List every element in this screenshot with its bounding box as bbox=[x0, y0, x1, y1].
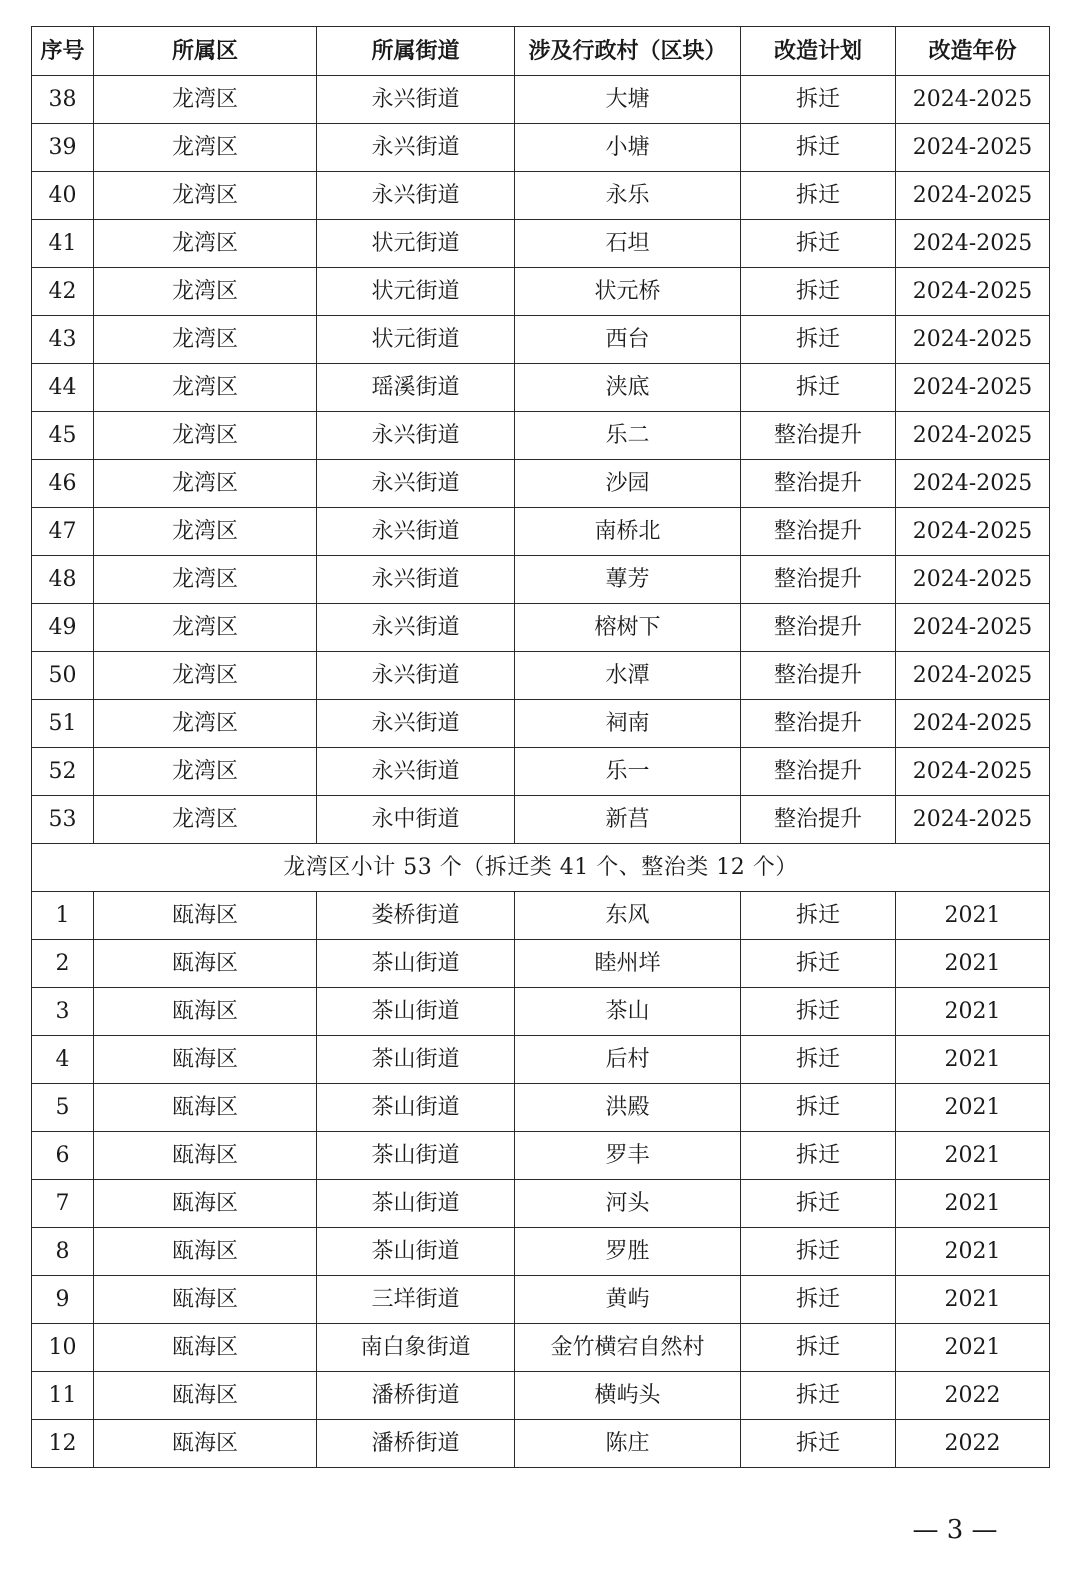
table-row bbox=[32, 364, 1050, 412]
cell-seq: 11 bbox=[32, 1372, 94, 1420]
cell-district: 瓯海区 bbox=[94, 892, 317, 940]
subtotal-row bbox=[32, 844, 1050, 892]
cell-year: 2024-2025 bbox=[896, 652, 1050, 700]
table-row bbox=[32, 1324, 1050, 1372]
table-row bbox=[32, 1228, 1050, 1276]
cell-seq: 1 bbox=[32, 892, 94, 940]
cell-plan: 拆迁 bbox=[741, 1276, 896, 1324]
cell-year: 2021 bbox=[896, 1324, 1050, 1372]
table-row bbox=[32, 1132, 1050, 1180]
cell-district: 龙湾区 bbox=[94, 748, 317, 796]
cell-street: 状元街道 bbox=[317, 220, 515, 268]
cell-district: 瓯海区 bbox=[94, 1276, 317, 1324]
cell-village: 水潭 bbox=[515, 652, 741, 700]
cell-district: 瓯海区 bbox=[94, 1132, 317, 1180]
cell-village: 乐一 bbox=[515, 748, 741, 796]
cell-seq: 4 bbox=[32, 1036, 94, 1084]
cell-year: 2021 bbox=[896, 988, 1050, 1036]
table-row bbox=[32, 892, 1050, 940]
ouhai-section bbox=[32, 892, 1050, 1468]
cell-year: 2021 bbox=[896, 1084, 1050, 1132]
page-number: — 3 — bbox=[912, 1515, 998, 1545]
cell-street: 瑶溪街道 bbox=[317, 364, 515, 412]
cell-district: 瓯海区 bbox=[94, 1324, 317, 1372]
table-row bbox=[32, 748, 1050, 796]
cell-year: 2024-2025 bbox=[896, 796, 1050, 844]
cell-district: 瓯海区 bbox=[94, 988, 317, 1036]
cell-street: 南白象街道 bbox=[317, 1324, 515, 1372]
cell-seq: 46 bbox=[32, 460, 94, 508]
cell-year: 2024-2025 bbox=[896, 76, 1050, 124]
table-row bbox=[32, 940, 1050, 988]
cell-village: 黄屿 bbox=[515, 1276, 741, 1324]
cell-village: 石坦 bbox=[515, 220, 741, 268]
cell-district: 瓯海区 bbox=[94, 1228, 317, 1276]
table-row bbox=[32, 652, 1050, 700]
cell-street: 潘桥街道 bbox=[317, 1372, 515, 1420]
cell-plan: 拆迁 bbox=[741, 124, 896, 172]
cell-village: 河头 bbox=[515, 1180, 741, 1228]
cell-year: 2024-2025 bbox=[896, 268, 1050, 316]
header-year: 改造年份 bbox=[896, 27, 1050, 76]
cell-street: 状元街道 bbox=[317, 268, 515, 316]
cell-seq: 9 bbox=[32, 1276, 94, 1324]
cell-village: 茶山 bbox=[515, 988, 741, 1036]
cell-village: 横屿头 bbox=[515, 1372, 741, 1420]
cell-year: 2021 bbox=[896, 1036, 1050, 1084]
cell-seq: 42 bbox=[32, 268, 94, 316]
cell-street: 永兴街道 bbox=[317, 556, 515, 604]
header-street: 所属街道 bbox=[317, 27, 515, 76]
cell-plan: 拆迁 bbox=[741, 364, 896, 412]
cell-plan: 拆迁 bbox=[741, 1132, 896, 1180]
cell-seq: 6 bbox=[32, 1132, 94, 1180]
table-row bbox=[32, 1276, 1050, 1324]
cell-seq: 7 bbox=[32, 1180, 94, 1228]
cell-year: 2024-2025 bbox=[896, 460, 1050, 508]
cell-plan: 拆迁 bbox=[741, 1228, 896, 1276]
cell-village: 乐二 bbox=[515, 412, 741, 460]
cell-plan: 整治提升 bbox=[741, 460, 896, 508]
cell-street: 娄桥街道 bbox=[317, 892, 515, 940]
cell-village: 睦州垟 bbox=[515, 940, 741, 988]
cell-seq: 47 bbox=[32, 508, 94, 556]
cell-plan: 整治提升 bbox=[741, 748, 896, 796]
cell-seq: 10 bbox=[32, 1324, 94, 1372]
cell-year: 2021 bbox=[896, 892, 1050, 940]
cell-year: 2022 bbox=[896, 1372, 1050, 1420]
cell-year: 2024-2025 bbox=[896, 412, 1050, 460]
cell-seq: 5 bbox=[32, 1084, 94, 1132]
cell-year: 2024-2025 bbox=[896, 364, 1050, 412]
cell-village: 浃底 bbox=[515, 364, 741, 412]
cell-district: 龙湾区 bbox=[94, 364, 317, 412]
cell-seq: 2 bbox=[32, 940, 94, 988]
cell-plan: 整治提升 bbox=[741, 556, 896, 604]
cell-year: 2024-2025 bbox=[896, 508, 1050, 556]
cell-plan: 拆迁 bbox=[741, 940, 896, 988]
cell-district: 瓯海区 bbox=[94, 1420, 317, 1468]
cell-street: 永兴街道 bbox=[317, 508, 515, 556]
table-row bbox=[32, 76, 1050, 124]
cell-village: 永乐 bbox=[515, 172, 741, 220]
cell-street: 茶山街道 bbox=[317, 1180, 515, 1228]
header-village: 涉及行政村（区块） bbox=[515, 27, 741, 76]
cell-plan: 拆迁 bbox=[741, 988, 896, 1036]
cell-district: 龙湾区 bbox=[94, 508, 317, 556]
cell-village: 后村 bbox=[515, 1036, 741, 1084]
cell-street: 茶山街道 bbox=[317, 1036, 515, 1084]
cell-seq: 44 bbox=[32, 364, 94, 412]
cell-year: 2021 bbox=[896, 1180, 1050, 1228]
header-district: 所属区 bbox=[94, 27, 317, 76]
cell-street: 茶山街道 bbox=[317, 1084, 515, 1132]
cell-street: 茶山街道 bbox=[317, 988, 515, 1036]
cell-district: 瓯海区 bbox=[94, 1084, 317, 1132]
cell-plan: 拆迁 bbox=[741, 1036, 896, 1084]
cell-plan: 拆迁 bbox=[741, 1180, 896, 1228]
cell-district: 龙湾区 bbox=[94, 460, 317, 508]
cell-district: 瓯海区 bbox=[94, 1180, 317, 1228]
cell-district: 瓯海区 bbox=[94, 1372, 317, 1420]
cell-street: 永兴街道 bbox=[317, 604, 515, 652]
cell-plan: 拆迁 bbox=[741, 1372, 896, 1420]
cell-village: 洪殿 bbox=[515, 1084, 741, 1132]
cell-plan: 拆迁 bbox=[741, 76, 896, 124]
longwan-section bbox=[32, 76, 1050, 844]
cell-seq: 39 bbox=[32, 124, 94, 172]
cell-seq: 50 bbox=[32, 652, 94, 700]
cell-plan: 整治提升 bbox=[741, 412, 896, 460]
header-seq: 序号 bbox=[32, 27, 94, 76]
table-row bbox=[32, 172, 1050, 220]
cell-village: 小塘 bbox=[515, 124, 741, 172]
cell-year: 2021 bbox=[896, 1228, 1050, 1276]
cell-year: 2024-2025 bbox=[896, 220, 1050, 268]
cell-seq: 3 bbox=[32, 988, 94, 1036]
cell-year: 2021 bbox=[896, 1276, 1050, 1324]
cell-district: 龙湾区 bbox=[94, 316, 317, 364]
cell-year: 2021 bbox=[896, 1132, 1050, 1180]
cell-village: 蓴芳 bbox=[515, 556, 741, 604]
cell-street: 永兴街道 bbox=[317, 124, 515, 172]
cell-year: 2024-2025 bbox=[896, 604, 1050, 652]
cell-village: 状元桥 bbox=[515, 268, 741, 316]
cell-seq: 12 bbox=[32, 1420, 94, 1468]
cell-district: 龙湾区 bbox=[94, 172, 317, 220]
cell-seq: 53 bbox=[32, 796, 94, 844]
cell-street: 茶山街道 bbox=[317, 1228, 515, 1276]
cell-district: 龙湾区 bbox=[94, 652, 317, 700]
cell-year: 2021 bbox=[896, 940, 1050, 988]
table-row bbox=[32, 412, 1050, 460]
cell-year: 2022 bbox=[896, 1420, 1050, 1468]
table-row bbox=[32, 604, 1050, 652]
table-row bbox=[32, 988, 1050, 1036]
table-row bbox=[32, 1420, 1050, 1468]
cell-district: 龙湾区 bbox=[94, 412, 317, 460]
cell-plan: 拆迁 bbox=[741, 1324, 896, 1372]
table-row bbox=[32, 316, 1050, 364]
cell-year: 2024-2025 bbox=[896, 172, 1050, 220]
cell-village: 榕树下 bbox=[515, 604, 741, 652]
cell-village: 东风 bbox=[515, 892, 741, 940]
cell-year: 2024-2025 bbox=[896, 700, 1050, 748]
cell-street: 永兴街道 bbox=[317, 460, 515, 508]
table-row bbox=[32, 700, 1050, 748]
cell-plan: 拆迁 bbox=[741, 268, 896, 316]
cell-street: 状元街道 bbox=[317, 316, 515, 364]
cell-street: 潘桥街道 bbox=[317, 1420, 515, 1468]
cell-plan: 拆迁 bbox=[741, 172, 896, 220]
cell-district: 龙湾区 bbox=[94, 268, 317, 316]
cell-plan: 拆迁 bbox=[741, 1420, 896, 1468]
header-row bbox=[32, 27, 1050, 76]
table-row bbox=[32, 1084, 1050, 1132]
cell-seq: 52 bbox=[32, 748, 94, 796]
table-row bbox=[32, 1372, 1050, 1420]
cell-district: 龙湾区 bbox=[94, 76, 317, 124]
cell-street: 永兴街道 bbox=[317, 748, 515, 796]
village-renovation-table bbox=[31, 26, 1050, 1468]
cell-year: 2024-2025 bbox=[896, 556, 1050, 604]
cell-village: 金竹横宕自然村 bbox=[515, 1324, 741, 1372]
cell-district: 龙湾区 bbox=[94, 796, 317, 844]
cell-street: 永兴街道 bbox=[317, 700, 515, 748]
cell-district: 瓯海区 bbox=[94, 940, 317, 988]
cell-plan: 拆迁 bbox=[741, 316, 896, 364]
cell-seq: 48 bbox=[32, 556, 94, 604]
cell-year: 2024-2025 bbox=[896, 316, 1050, 364]
table-row bbox=[32, 796, 1050, 844]
cell-plan: 整治提升 bbox=[741, 796, 896, 844]
cell-seq: 49 bbox=[32, 604, 94, 652]
cell-village: 罗胜 bbox=[515, 1228, 741, 1276]
cell-seq: 8 bbox=[32, 1228, 94, 1276]
cell-plan: 拆迁 bbox=[741, 892, 896, 940]
header-plan: 改造计划 bbox=[741, 27, 896, 76]
cell-street: 永兴街道 bbox=[317, 76, 515, 124]
longwan-subtotal: 龙湾区小计 53 个（拆迁类 41 个、整治类 12 个） bbox=[32, 844, 1050, 892]
table-row bbox=[32, 460, 1050, 508]
cell-village: 陈庄 bbox=[515, 1420, 741, 1468]
cell-street: 茶山街道 bbox=[317, 940, 515, 988]
cell-seq: 43 bbox=[32, 316, 94, 364]
table-row bbox=[32, 1036, 1050, 1084]
table-row bbox=[32, 268, 1050, 316]
cell-street: 永兴街道 bbox=[317, 412, 515, 460]
cell-year: 2024-2025 bbox=[896, 124, 1050, 172]
cell-village: 西台 bbox=[515, 316, 741, 364]
cell-village: 大塘 bbox=[515, 76, 741, 124]
cell-street: 永兴街道 bbox=[317, 172, 515, 220]
cell-street: 三垟街道 bbox=[317, 1276, 515, 1324]
cell-year: 2024-2025 bbox=[896, 748, 1050, 796]
cell-seq: 41 bbox=[32, 220, 94, 268]
cell-seq: 51 bbox=[32, 700, 94, 748]
cell-plan: 拆迁 bbox=[741, 220, 896, 268]
cell-village: 罗丰 bbox=[515, 1132, 741, 1180]
cell-village: 沙园 bbox=[515, 460, 741, 508]
cell-district: 龙湾区 bbox=[94, 700, 317, 748]
cell-seq: 40 bbox=[32, 172, 94, 220]
table-row bbox=[32, 220, 1050, 268]
cell-district: 龙湾区 bbox=[94, 220, 317, 268]
table-row bbox=[32, 1180, 1050, 1228]
cell-street: 永中街道 bbox=[317, 796, 515, 844]
cell-village: 祠南 bbox=[515, 700, 741, 748]
cell-district: 龙湾区 bbox=[94, 556, 317, 604]
cell-district: 龙湾区 bbox=[94, 604, 317, 652]
cell-district: 瓯海区 bbox=[94, 1036, 317, 1084]
table-row bbox=[32, 508, 1050, 556]
cell-plan: 整治提升 bbox=[741, 604, 896, 652]
cell-seq: 38 bbox=[32, 76, 94, 124]
table-row bbox=[32, 556, 1050, 604]
cell-street: 永兴街道 bbox=[317, 652, 515, 700]
cell-district: 龙湾区 bbox=[94, 124, 317, 172]
subtotal-section bbox=[32, 844, 1050, 892]
cell-plan: 整治提升 bbox=[741, 652, 896, 700]
table-row bbox=[32, 124, 1050, 172]
cell-plan: 整治提升 bbox=[741, 700, 896, 748]
cell-seq: 45 bbox=[32, 412, 94, 460]
cell-plan: 整治提升 bbox=[741, 508, 896, 556]
cell-village: 南桥北 bbox=[515, 508, 741, 556]
cell-street: 茶山街道 bbox=[317, 1132, 515, 1180]
cell-plan: 拆迁 bbox=[741, 1084, 896, 1132]
cell-village: 新莒 bbox=[515, 796, 741, 844]
